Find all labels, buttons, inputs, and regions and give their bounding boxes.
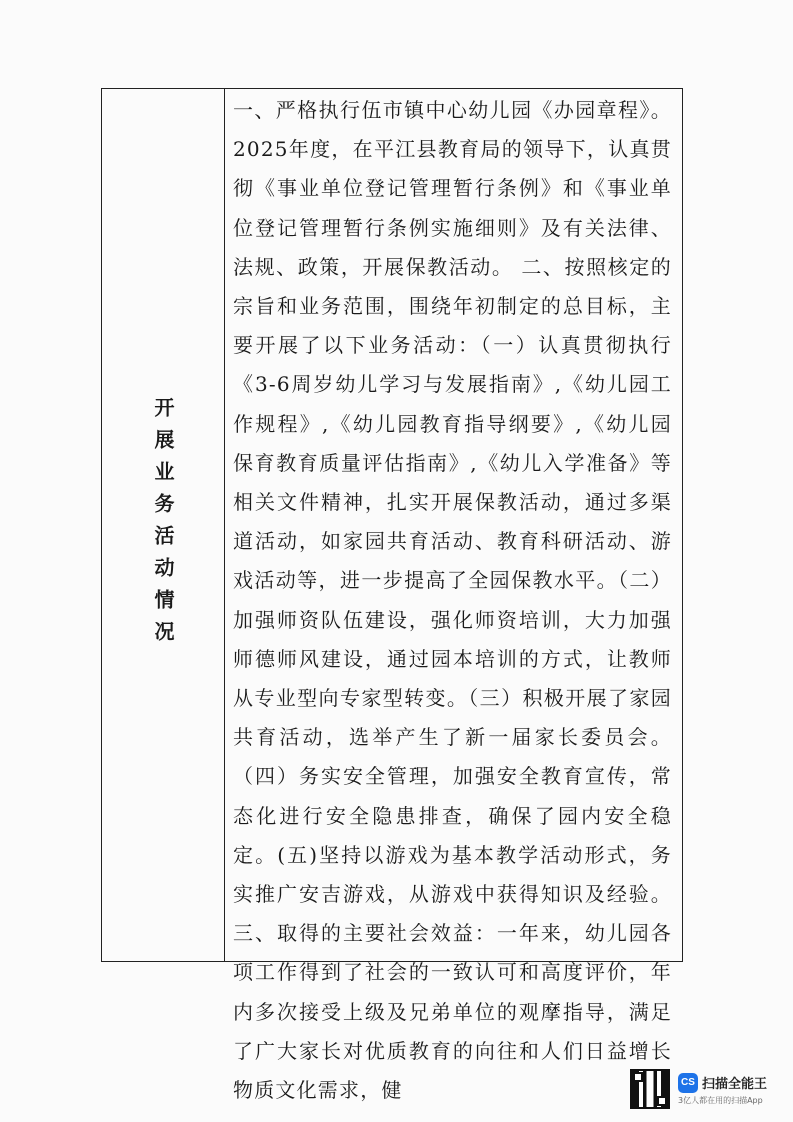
row-label: 开展业务活动情况: [151, 397, 175, 653]
label-cell: [102, 89, 225, 961]
qr-code-icon: [630, 1069, 670, 1109]
content-cell: [225, 89, 682, 1103]
app-slogan: 3亿人都在用的扫描App: [678, 1095, 763, 1105]
activity-description: 一、严格执行伍市镇中心幼儿园《办园章程》。2025年度，在平江县教育局的领导下，认真贯彻《事业单位登记管理暂行条例》和《事业单位登记管理暂行条例实施细则》及有关法律、法规、政策，开展保教活动。 二、按照核定的宗旨和业务范围，围绕年初制定的总目标，主要开展了以下业务活动：（一）认真贯彻执行《3-6周岁幼儿学习与发展指南》,《幼儿园工作规程》,《幼儿园教育指导纲要》,《幼儿园保育教育质量评估指南》,《幼儿入学准备》等相关文件精神，扎实开展保教活动，通过多渠道活动，如家园共育活动、教育科研活动、游戏活动等，进一步提高了全园保教水平。（二）加强师资队伍建设，强化师资培训，大力加强师德师风建设，通过园本培训的方式，让教师从专业型向专家型转变。（三）积极开展了家园共育活动，选举产生了新一届家长委员会。（四）务实安全管理，加强安全教育宣传，常态化进行安全隐患排查，确保了园内安全稳定。(五)坚持以游戏为基本教学活动形式，务实推广安吉游戏，从游戏中获得知识及经验。 三、取得的主要社会效益：一年来，幼儿园各项工作得到了社会的一致认可和高度评价，年内多次接受上级及兄弟单位的观摩指导，满足了广大家长对优质教育的向往和人们日益增长物质文化需求，健: [233, 98, 672, 1103]
app-name: 扫描全能王: [702, 1077, 768, 1092]
camscanner-watermark: [630, 1067, 780, 1111]
brand-header: [678, 1073, 767, 1093]
activity-table: [101, 88, 683, 1103]
brand-block: [678, 1073, 767, 1106]
camscanner-logo-icon: CS: [678, 1073, 698, 1093]
